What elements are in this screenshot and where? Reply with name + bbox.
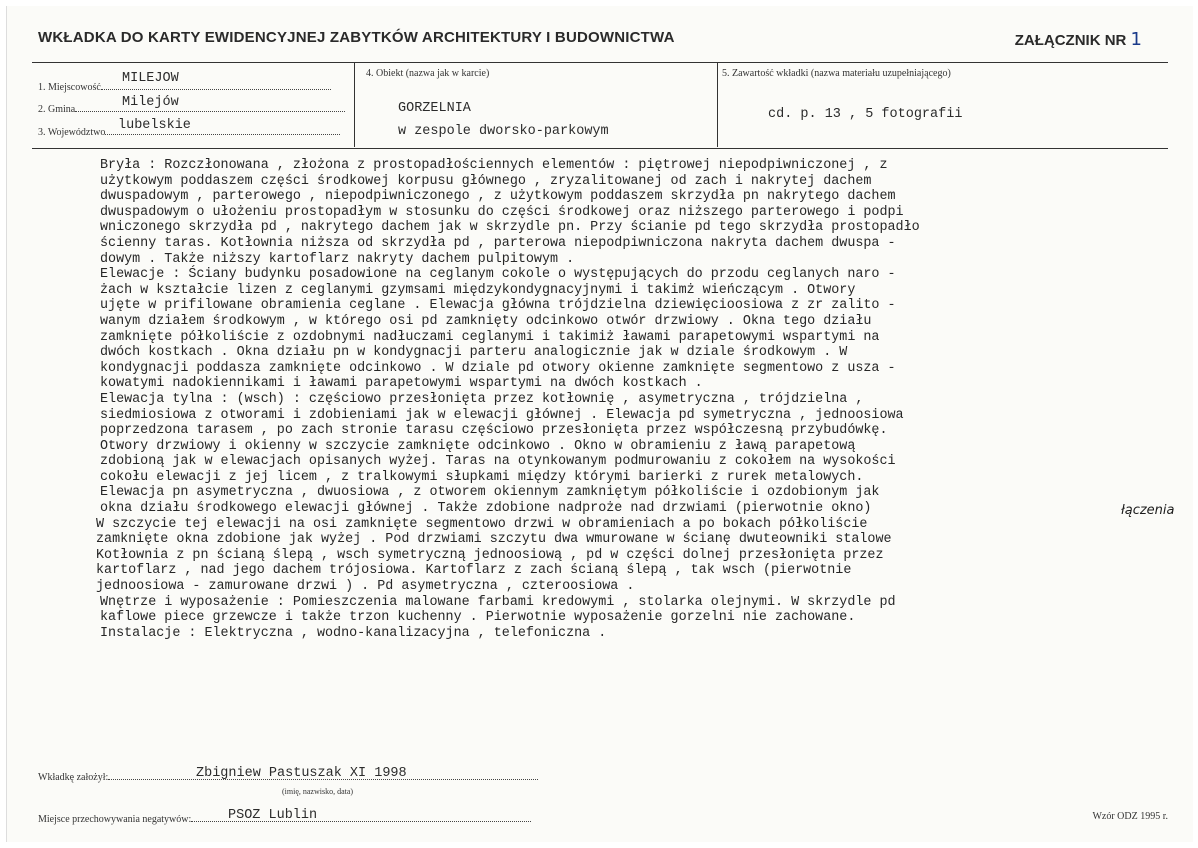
description-line: Instalacje : Elektryczna , wodno-kanalizacyjna , telefoniczna .: [100, 625, 607, 641]
commune-value: Milejów: [122, 95, 179, 110]
description-line: Bryła : Rozczłonowana , złożona z prostopadłościennych elementów : piętrowej niepodpiwniczonej , z: [100, 158, 888, 173]
description-line: okna działu środkowego elewacji głównej . Także zdobione nadproże nad drzwiami (pierwotnie okno): [100, 501, 872, 517]
description-line: dwuspadowym , parterowego , niepodpiwniczonego , z użytkowym poddaszem skrzydła pn nakrytego dachem: [100, 189, 896, 205]
description-line: kowatymi nadokiennikami i ławami parapetowymi wspartymi na dwóch kostkach .: [100, 376, 703, 392]
locality-label: 1. Miejscowość: [38, 82, 101, 93]
description-line: kaflowe piece grzewcze i także trzon kuchenny . Pierwotnie wyposażenie gorzelni nie zachowane.: [100, 610, 856, 626]
description-text: [96, 158, 1130, 641]
description-line: wanym działem środkowym , w którego osi pd zamknięty odcinkowo otwór drzwiowy . Okna tego działu: [100, 313, 872, 329]
description-line: siedmiosiowa z otworami i zdobieniami jak w elewacji głównej . Elewacja pd symetryczna , jednoosiowa: [100, 407, 904, 423]
locality-value: MILEJOW: [122, 71, 179, 86]
column-divider: [354, 62, 355, 147]
description-line: żach w kształcie lizen z ceglanymi gzymsami międzykondygnacyjnymi i takimż wieńczącym . Otwory: [100, 282, 856, 298]
description-line: Otwory drzwiowy i okienny w szczycie zamknięte odcinkowo . Okno w obramieniu z ławą parapetową: [100, 438, 856, 454]
description-line: zamknięte okna zdobione jak wyżej . Pod drzwiami szczytu dwa wmurowane w ścianę dwuteowniki stalowe: [96, 532, 892, 548]
storage-value: PSOZ Lublin: [228, 808, 318, 823]
object-name: GORZELNIA: [398, 101, 471, 116]
commune-label: 2. Gmina: [38, 104, 76, 115]
description-line: poprzedzona tarasem , po zach stronie tarasu częściowo przesłonięta przez współczesną przybudówkę.: [100, 423, 888, 439]
description-line: dwuspadowym o ułożeniu prostopadłym w stosunku do części środkowej oraz niższego parterowego i podpi: [100, 204, 904, 220]
description-line: dowym . Także niższy kartoflarz nakryty dachem pulpitowym .: [100, 251, 575, 267]
form-model: Wzór ODZ 1995 r.: [1092, 811, 1168, 822]
commune-field: [38, 104, 345, 115]
description-line: Elewacja pn asymetryczna , dwuosiowa , z otworem okiennym zamkniętym półkoliście i ozdobionym jak: [100, 485, 880, 501]
document-title: WKŁADKA DO KARTY EWIDENCYJNEJ ZABYTKÓW ARCHITEKTURY I BUDOWNICTWA: [38, 29, 675, 46]
description-line: cokołu elewacji z jej licem , z tralkowymi słupkami między którymi barierki z rurek metalowych.: [100, 469, 864, 485]
description-line: zdobioną jak w elewacjach opisanych wyżej. Taras na otynkowanym podmurowaniu z cokołem na wysokości: [100, 454, 896, 470]
prepared-hint: (imię, nazwisko, data): [282, 787, 354, 796]
description-line: kartoflarz , nad jego dachem trójosiowa. Kartoflarz z zach ścianą ślepą , tak wsch (pierwotnie: [96, 563, 852, 579]
description-line: wniczonego skrzydła pd , nakrytego dachem jak w skrzydle pn. Przy ścianie pd tego skrzydła prostopadło: [100, 220, 920, 236]
storage-label: Miejsce przechowywania negatywów:: [38, 814, 192, 825]
locality-field: [38, 82, 331, 93]
annex-heading: [1015, 29, 1142, 50]
description-line: użytkowym poddaszem części środkowej korpusu głównego , zryzalitowanej od zach i nakrytej dachem: [100, 173, 872, 189]
description-line: Elewacje : Ściany budynku posadowione na ceglanym cokole o występujących do przodu ceglanych naro -: [100, 267, 896, 283]
voivodeship-label: 3. Województwo: [38, 127, 106, 138]
object-complex: w zespole dworsko-parkowym: [398, 124, 609, 139]
description-line: kondygnacji poddasza zamknięte odcinkowo . W dziale pd otwory okienne zamknięte segmentowo z usza -: [100, 360, 896, 376]
prepared-value: Zbigniew Pastuszak XI 1998: [196, 766, 407, 781]
contents-label: 5. Zawartość wkładki (nazwa materiału uzupełniającego): [722, 68, 951, 79]
description-line: Elewacja tylna : (wsch) : częściowo przesłonięta przez kotłownię , asymetryczna , trójdzielna ,: [100, 391, 864, 407]
description-line: dwóch kostkach . Okna działu pn w kondygnacji parteru analogicznie jak w dziale środkowym . W: [100, 345, 848, 361]
description-line: W szczycie tej elewacji na osi zamknięte segmentowo drzwi w obramieniach a po bokach półkoliście: [96, 516, 868, 532]
annex-label: ZAŁĄCZNIK NR: [1014, 32, 1127, 49]
description-line: Wnętrze i wyposażenie : Pomieszczenia malowane farbami kredowymi , stolarka olejnymi. W skrzydle pd: [100, 594, 896, 610]
prepared-label: Wkładkę założył:: [38, 772, 109, 783]
object-label: 4. Obiekt (nazwa jak w karcie): [366, 68, 490, 79]
handwritten-margin-note: łączenia: [1121, 503, 1175, 518]
column-divider: [717, 62, 718, 147]
description-line: ujęte w prifilowane obramienia ceglane . Elewacja główna trójdzielna dziewięcioosiowa z zr zalito -: [100, 298, 896, 314]
description-line: ścienny taras. Kotłownia niższa od skrzydła pd , parterowa niepodpiwniczona nakryta dachem dwuspa -: [100, 235, 896, 251]
voivodeship-value: lubelskie: [118, 118, 191, 133]
description-line: jednoosiowa - zamurowane drzwi ) . Pd asymetryczna , czteroosiowa .: [96, 579, 635, 595]
description-line: Kotłownia z pn ścianą ślepą , wsch symetryczną jednoosiową , pd w części dolnej przesłonięta przez: [96, 547, 884, 563]
annex-number: 1: [1130, 29, 1142, 50]
contents-value: cd. p. 13 , 5 fotografii: [768, 107, 963, 122]
description-line: zamknięte półkoliście z ozdobnymi nadłuczami ceglanymi i takimiż ławami parapetowymi wspartymi na: [100, 329, 880, 345]
